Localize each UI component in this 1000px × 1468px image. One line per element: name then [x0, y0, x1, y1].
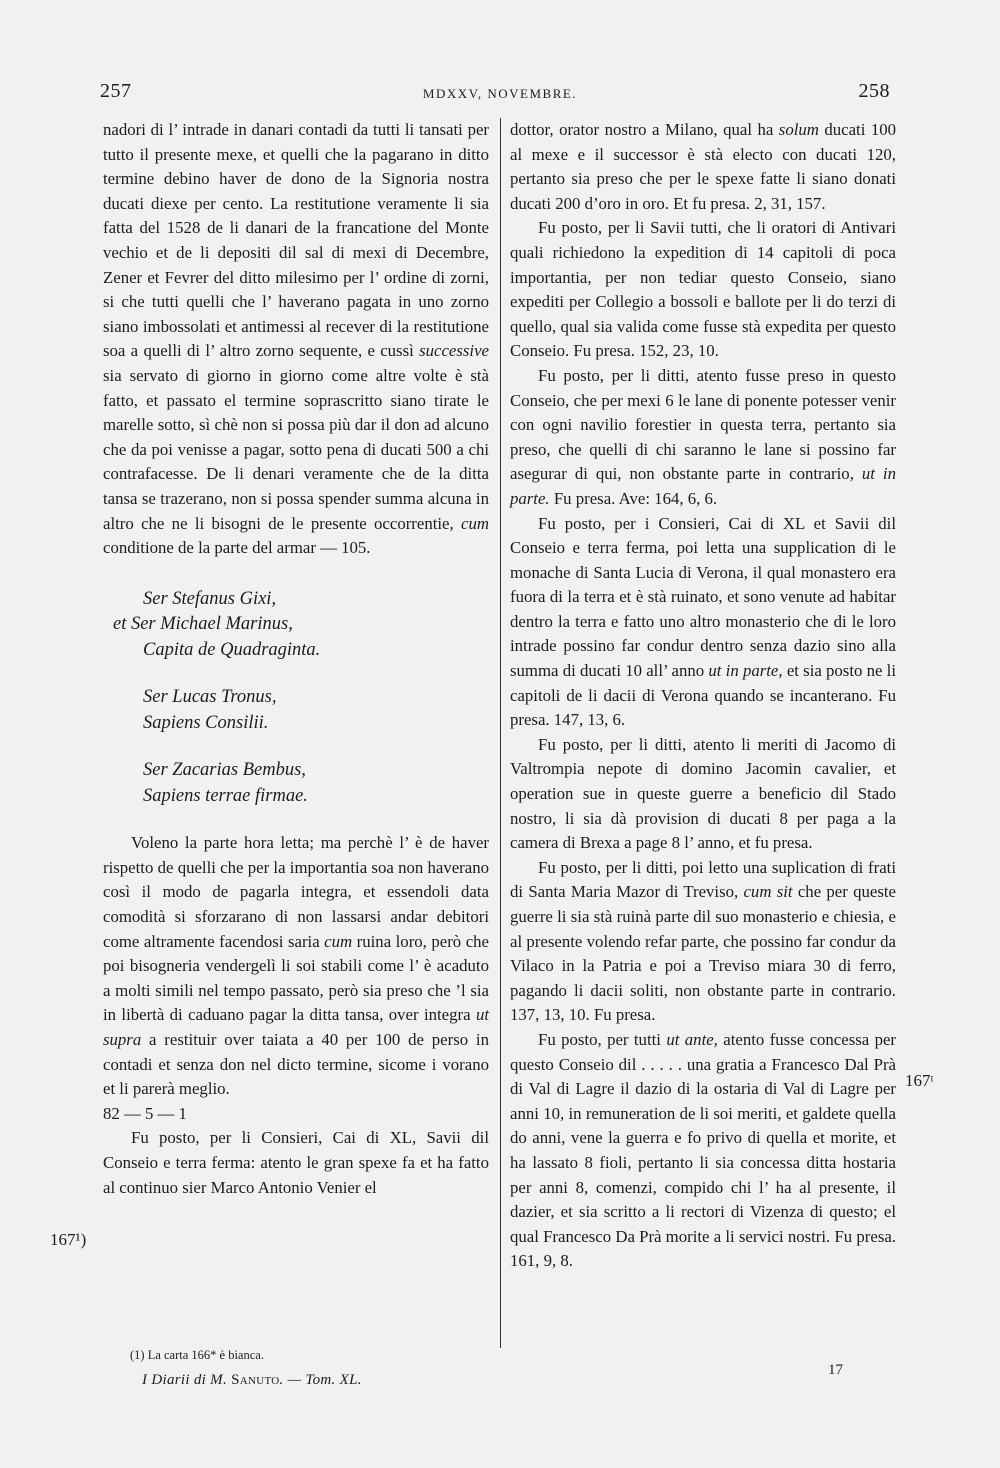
right-column: [510, 118, 896, 1274]
italic-term: ut supra: [103, 1005, 490, 1049]
signature-block-2: [103, 685, 489, 736]
signatory-office: Capita de Quadraginta.: [143, 639, 321, 660]
text-run: che per queste guerre li sia stà ruinà parte dil suo monasterio e chiesia, e al presente volendo refar parte, che possino far condur da Vilaco in la Patria e poi a Treviso miara 30 di ferro, pagando li dacii soliti, non obstante parte in contrario. 137, 13, 10. Fu presa.: [510, 882, 896, 1025]
signatory-line: et Ser Michael Marinus,: [113, 614, 293, 635]
right-paragraph-7: [510, 1028, 896, 1274]
footnote: (1) La carta 166* è bianca.: [130, 1348, 264, 1362]
text-run: ducati 100 al mexe e il successor è stà electo con ducati 120, pertanto sia preso che per le spexe fatte li siano donati ducati 200 d’oro in oro. Et fu presa. 2, 31, 157.: [510, 120, 897, 213]
left-column: [103, 118, 489, 1200]
text-run: dottor, orator nostro a Milano, qual ha: [510, 120, 774, 139]
text-run: Fu posto, per li ditti, poi letto una suplication di frati di Santa Maria Mazor di Treviso,: [510, 857, 896, 902]
italic-term: ut in parte,: [708, 661, 783, 681]
sheet-number: 17: [828, 1362, 843, 1378]
italic-term: solum: [778, 120, 819, 139]
italic-term: cum: [461, 513, 489, 533]
text-run: Fu posto, per i Consieri, Cai di XL et Savii dil Conseio e terra ferma, poi letta una supplication di le monache di Santa Lucia di Verona, il qual monastero era fuora di la terra et è stà ruinato, et sono venute ad habitar dentro la terra e fatto uno altro monasterio che di le loro intrade possino far condur dentro senza dazio sino alla summa di ducati 10 all’ anno: [510, 513, 896, 681]
left-paragraph-3: Fu posto, per li Consieri, Cai di XL, Savii dil Conseio e terra ferma: atento le gran spexe fa et ha fatto al continuo sier Marco Antonio Venier el: [103, 1128, 489, 1197]
right-paragraph-3: [510, 364, 896, 512]
right-paragraph-1: [510, 118, 896, 216]
signatory-line: Ser Stefanus Gixi,: [143, 588, 277, 609]
text-run: et sia posto ne li capitoli de li dacii di Verona quando se incanterano. Fu presa. 147, 13, 6.: [510, 661, 897, 730]
text-run: Fu posto, per li ditti, atento fusse preso in questo Conseio, che per mexi 6 le lane di ponente potesser venir con ogni navilio forestier in questa terra, pertanto sia preso, che quelli di chi saranno le lane si possino far asegurar di qui, non obstante parte in contrario,: [510, 365, 896, 484]
margin-note-right: 167ᵗ: [905, 1071, 934, 1090]
signature-text: I Diarii di M.: [142, 1372, 228, 1388]
signatory-line: Ser Zacarias Bembus,: [143, 760, 306, 781]
text-run: sia servato di giorno in giorno come altre volte è stà fatto, et passato el termine soprascritto siano tirate le marelle sotto, sì chè non si possa più dar il don ad alcuno che da poi venisse a pagar, sotto pena di ducati 500 a chi contrafacesse. De li denari veramente che de la ditta tansa se trazerano, non si possa spender summa alcuna in altro che ne li bisogni de le presente occorrentie,: [103, 365, 489, 533]
text-run: Fu posto, per tutti: [538, 1029, 661, 1049]
signatory-office: Sapiens Consilii.: [143, 712, 269, 733]
running-title: MDXXV, NOVEMBRE.: [422, 86, 578, 101]
signature-block-1: [103, 587, 489, 664]
right-paragraph-4: [510, 512, 896, 733]
signature-block-3: [103, 758, 489, 809]
right-paragraph-2: Fu posto, per li Savii tutti, che li oratori di Antivari quali richiedono la expedition di 14 capitoli di poca importantia, per non tediar questo Conseio, siano expediti per Collegio a bossoli e ballote per li do terzi di quello, qual sia valida come fusse stà expedita per questo Conseio. Fu presa. 152, 23, 10.: [510, 218, 896, 361]
text-run: Voleno la parte hora letta; ma perchè l’ è de haver rispetto de quelli che per la importantia soa non haverano così il modo de pagarla integra, et essendoli data comodità si sforzarano di non lassarsi andar debitori come altramente facendosi saria: [103, 833, 489, 951]
signatory-line: Ser Lucas Tronus,: [143, 687, 277, 708]
book-signature: [142, 1372, 362, 1389]
vote-tally: 82 — 5 — 1: [103, 1103, 187, 1123]
text-run: ruina loro, però che poi bisogneria vendergelì li soi stabili come l’ è acaduto a molti simili nel tempo passato, però sia preso che ’l sia in libertà di caduano pagar la ditta tansa, over integra: [103, 931, 489, 1025]
right-paragraph-5: Fu posto, per li ditti, atento li meriti di Jacomo di Valtrompia nepote di domino Jacomin cavalier, et operation sue in queste guerre a beneficio dil Stado nostro, li sia dà provision di ducati 8 per paga a la camera di Brexa a page 8 l’ anno, et fu presa.: [510, 734, 896, 853]
text-run: atento fusse concessa per questo Conseio dil . . . . . una gratia a Francesco Dal Prà di Val di Lagre il dazio di la ostaria di Val di Lagre per anni 10, in remuneration de li soi meriti, et galdete quella do anni, vene la guerra e fo privo di quella et morite, et ha lassato 8 fioli, pertanto li sia concessa ditta hostaria per anni 8, comenzi, compido chi l’ ha al presente, il dazier, et sia scritto a li rectori di Vizenza di questo; el qual Francesco Da Prà morite a li servici nostri. Fu presa. 161, 9, 8.: [510, 1029, 897, 1271]
italic-term: successive: [419, 341, 489, 361]
left-paragraph-2: [103, 831, 489, 1102]
signatory: [103, 685, 489, 736]
italic-term: cum sit: [743, 882, 793, 902]
page-number-left: 257: [100, 80, 132, 102]
right-paragraph-6: [510, 856, 896, 1028]
margin-note-left: 167¹): [50, 1230, 87, 1249]
italic-term: ut ante,: [666, 1029, 718, 1049]
signature-text: . — Tom. XL.: [279, 1372, 362, 1388]
page-number-right: 258: [858, 80, 890, 102]
italic-term: cum: [324, 931, 353, 951]
text-run: a restituir over taiata a 40 per 100 de perso in contadi et senza don nel dicto termine, sicome i vorano et li parerà meglio.: [103, 1029, 489, 1099]
signatory: [103, 758, 489, 809]
left-paragraph-1: [103, 118, 489, 561]
italic-term: ut in parte.: [510, 464, 896, 508]
text-run: conditione de la parte del armar — 105.: [103, 538, 371, 558]
signatory-office: Sapiens terrae firmae.: [143, 785, 308, 806]
signature-author: Sanuto: [231, 1372, 280, 1388]
text-run: Fu presa. Ave: 164, 6, 6.: [553, 488, 718, 508]
signatory: [103, 587, 489, 664]
text-run: nadori di l’ intrade in danari contadi da tutti li tansati per tutto il presente mexe, et quelli che la pagarano in ditto termine debino haver de dono de la Signoria nostra ducati diexe per cento. La restitutione veramente li sia fatta del 1528 de li danari de la francatione del Monte vechio et de li depositi dil sal di mexi di Decembre, Zener et Fevrer del ditto milesimo per l’ ordine di zorni, si che tutti quelli che l’ haverano pagata in uno zorno siano imbossolati et antimessi al recever di la restitutione soa a quelli di l’ altro zorno sequente, e cussì: [103, 120, 489, 361]
column-divider: [500, 118, 501, 1348]
